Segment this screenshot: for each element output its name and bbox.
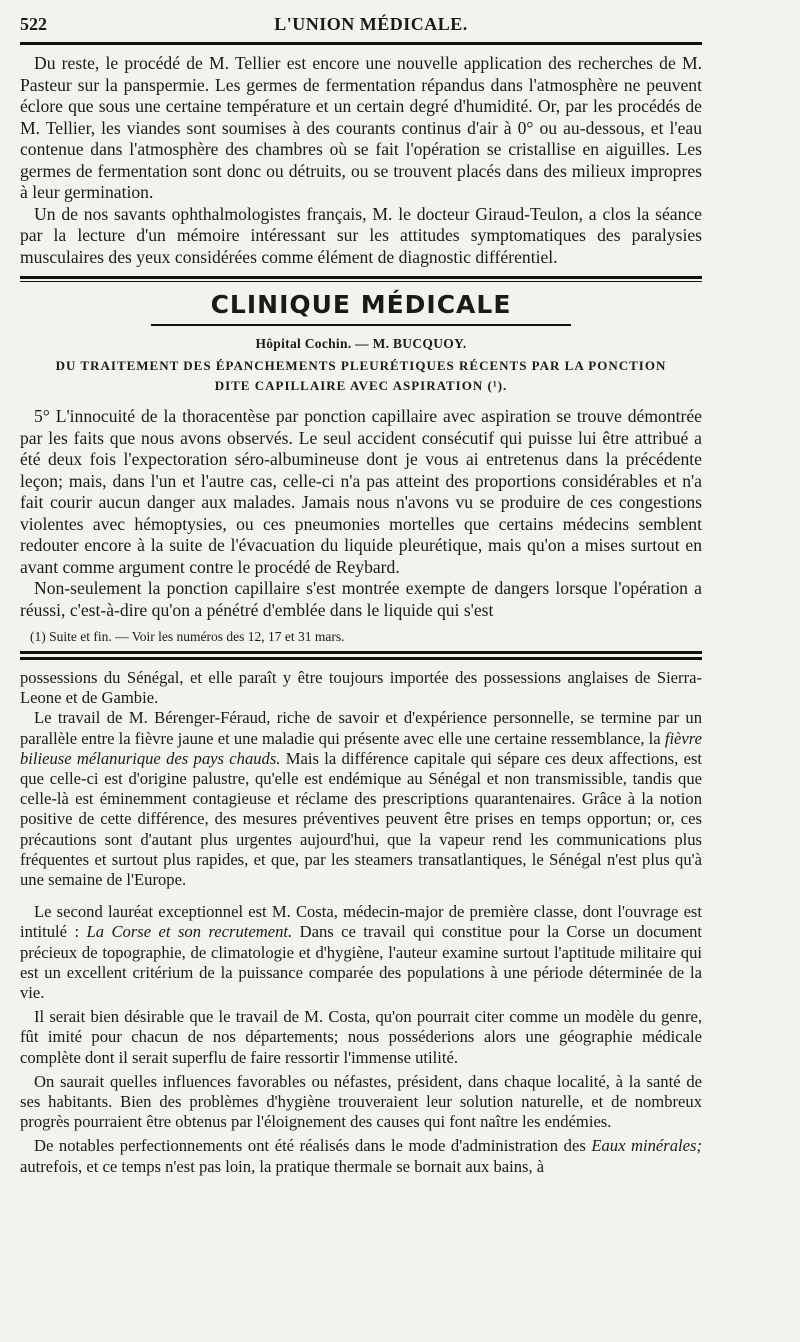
page-number: 522 [20, 14, 47, 34]
article-body [20, 406, 702, 621]
paragraph: possessions du Sénégal, et elle paraît y être toujours importée des possessions anglaises de Sierra-Leone et de Gambie. [20, 668, 702, 708]
journal-title: L'UNION MÉDICALE. [274, 14, 468, 34]
section-heading: CLINIQUE MÉDICALE [210, 290, 512, 319]
paragraph: De notables perfectionnements ont été réalisés dans le mode d'administration des Eaux minérales; autrefois, et ce temps n'est pas loin, la pratique thermale se bornait aux bains, à [20, 1136, 702, 1176]
paragraph: 5° L'innocuité de la thoracentèse par ponction capillaire avec aspiration se trouve démontrée par les faits que nous avons observés. Le seul accident consécutif qui puisse lui être attribué a été deux fois l'expectoration séro-albumineuse dont je vous ai entretenus dans la précédente leçon; mais, dans l'un et l'autre cas, celle-ci n'a pas atteint des proportions considérables et n'a fait courir aucun danger aux malades. Jamais nous n'avons vu se produire de ces congestions violentes avec hémoptysies, ou ces pneumonies mortelles que certains médecins semblent redouter encore à la suite de l'évacuation du liquide pleurétique, mais qu'on a mises surtout en avant comme argument contre le procédé de Reybard. [20, 406, 702, 577]
feuilleton-text [20, 668, 702, 1177]
footnote: (1) Suite et fin. — Voir les numéros des 12, 17 et 31 mars. [30, 629, 345, 644]
paragraph: Du reste, le procédé de M. Tellier est encore une nouvelle application des recherches de M. Pasteur sur la panspermie. Les germes de fermentation répandus dans l'atmosphère ne peuvent éclore que sous une certaine température et un certain degré d'humidité. Or, par les procédés de M. Tellier, les viandes sont soumises à des courants continus d'air à 0° ou au-dessous, et l'eau contenue dans l'atmosphère des chambres où se fait l'opération se cristallise en aiguilles. Les germes de fermentation sont donc ou détruits, ou se trouvent placés dans des milieux impropres à leur germination. [20, 53, 702, 202]
heading-underline [151, 324, 571, 326]
article-title-line: DITE CAPILLAIRE AVEC ASPIRATION (¹). [214, 378, 508, 393]
running-header [20, 14, 702, 40]
paragraph: On saurait quelles influences favorables ou néfastes, président, dans chaque localité, à la santé de ses habitants. Bien des problèmes d'hygiène trouveraient leur solution naturelle, et de nombreux progrès pourraient être obtenus par l'éloignement des causes qui font naître les endémies. [20, 1071, 702, 1132]
hospital-line: Hôpital Cochin. — M. BUCQUOY. [255, 336, 467, 351]
article-title [20, 356, 702, 396]
paragraph: Non-seulement la ponction capillaire s'est montrée exempte de dangers lorsque l'opération a réussi, c'est-à-dire qu'on a pénétré d'emblée dans le liquide qui s'est [20, 578, 702, 620]
paragraph: Il serait bien désirable que le travail de M. Costa, qu'on pourrait citer comme un modèle du genre, fût imité pour chacun de nos départements; nous posséderions alors une géographie médicale complète dont il serait superflu de faire ressortir l'immense utilité. [20, 1007, 702, 1067]
section-divider [20, 276, 702, 282]
italic-phrase: La Corse et son recrutement. [86, 922, 293, 942]
paragraph: Le travail de M. Bérenger-Féraud, riche de savoir et d'expérience personnelle, se termine par un parallèle entre la fièvre jaune et une maladie qui présente avec elle une certaine ressemblance, la fièvre bilieuse mélanurique des pays chauds. Mais la différence capitale qui sépare ces deux affections, est que celle-ci est d'origine palustre, qu'elle est endémique au Sénégal et non transmissible, tandis que celle-là est éminemment contagieuse et réclame des prescriptions quarantenaires. Grâce à la notion positive de cette différence, des mesures préventives peuvent être prises en temps opportun; or, ces précautions sont d'autant plus urgentes aujourd'hui, que la vapeur rend les communications plus fréquentes et surtout plus rapides, et que, par les steamers transatlantiques, le Sénégal n'est plus qu'à une semaine de l'Europe. [20, 708, 703, 890]
feuilleton-divider [20, 651, 702, 660]
italic-phrase: fièvre bilieuse mélanurique des pays chauds. [20, 728, 702, 768]
paragraph: Le second lauréat exceptionnel est M. Costa, médecin-major de première classe, dont l'ouvrage est intitulé : La Corse et son recrutement. Dans ce travail qui constitue pour la Corse un document précieux de topographie, de climatologie et d'hygiène, l'auteur examine surtout l'aptitude militaire qui est un excellent critérium de la puissance comparée des populations à une période déterminée de la vie. [20, 902, 702, 1003]
top-section [20, 45, 702, 268]
article-title-line: DU TRAITEMENT DES ÉPANCHEMENTS PLEURÉTIQUES RÉCENTS PAR LA PONCTION [55, 358, 667, 373]
paragraph: Un de nos savants ophthalmologistes français, M. le docteur Giraud-Teulon, a clos la séance par la lecture d'un mémoire intéressant sur les attitudes symptomatiques des paralysies musculaires des yeux considérées comme élément de diagnostic différentiel. [20, 203, 702, 267]
italic-phrase: Eaux minérales; [591, 1136, 702, 1156]
